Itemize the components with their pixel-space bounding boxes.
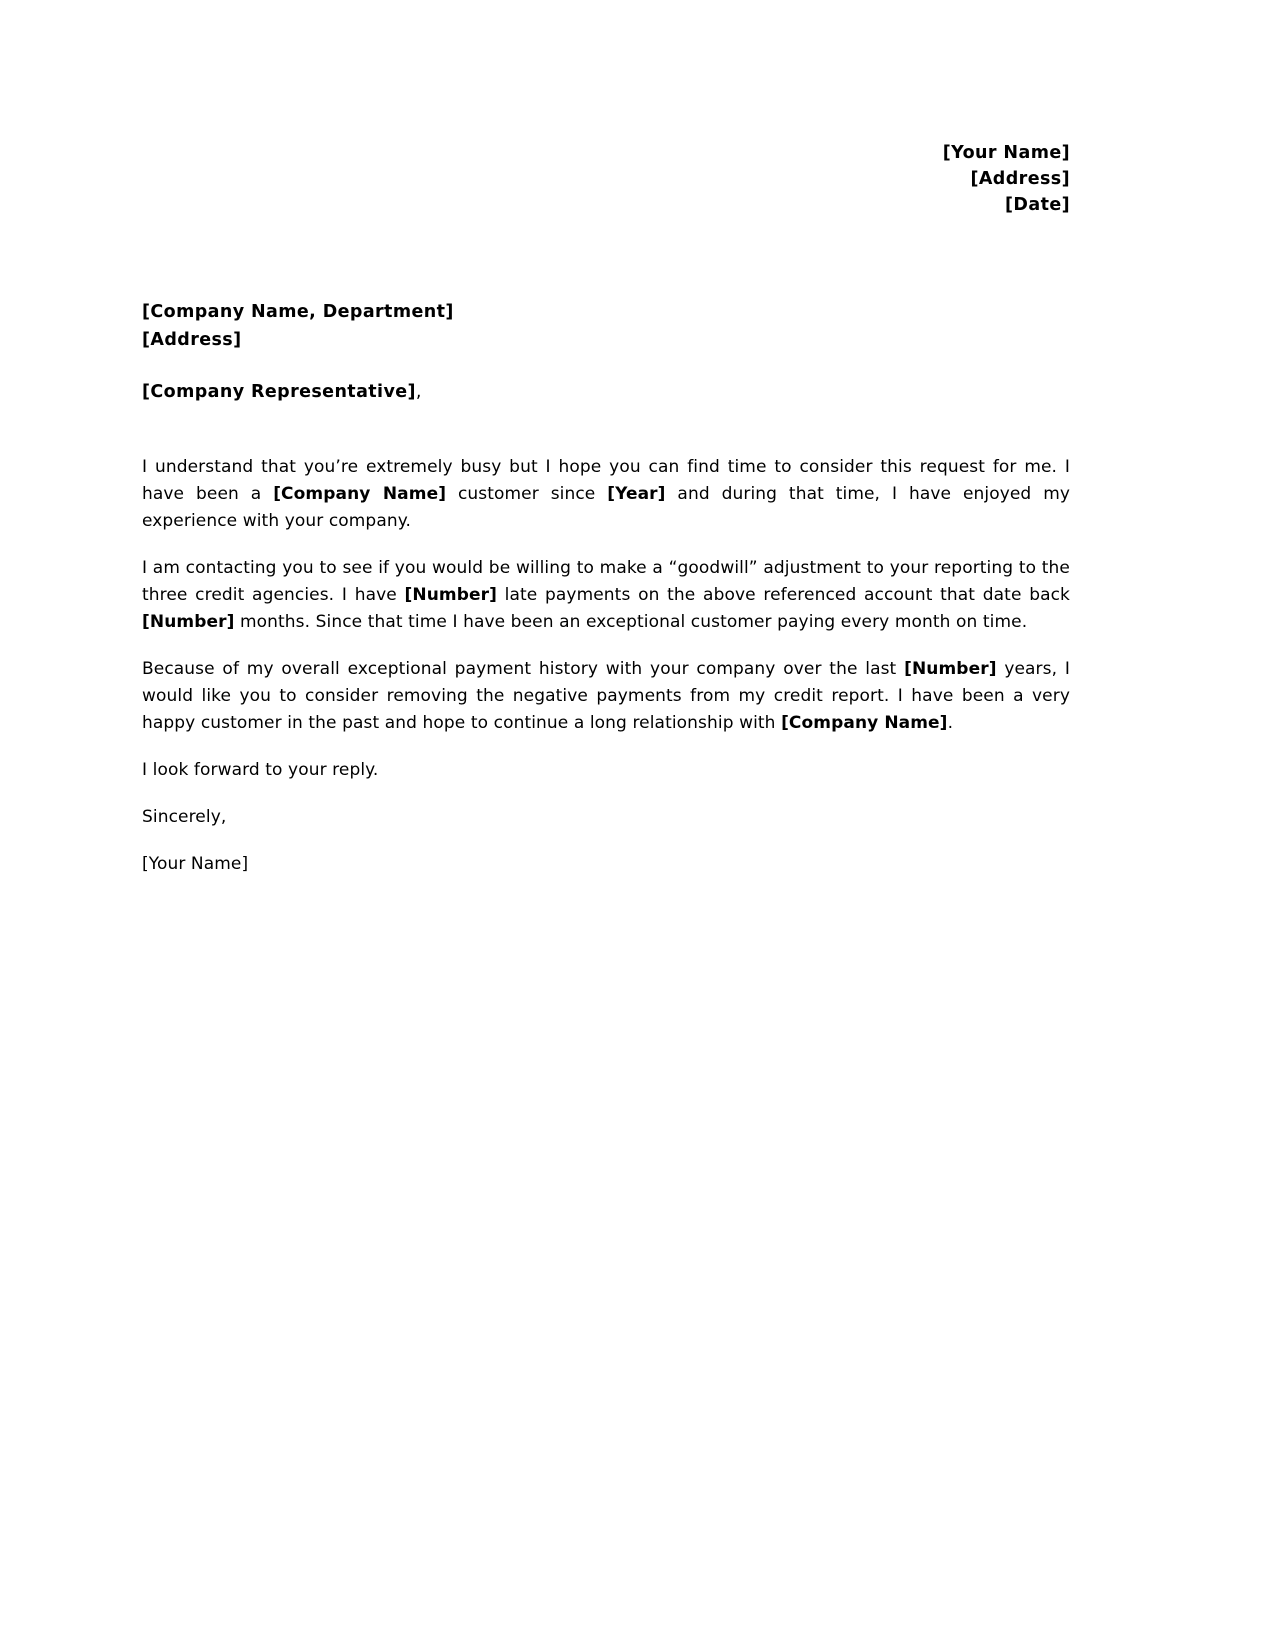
sender-address: [Address] [970, 169, 1070, 189]
salutation-punctuation: , [415, 382, 422, 402]
paragraph-2-bold-number-2: [Number] [142, 612, 235, 632]
paragraph-3-bold-company: [Company Name] [781, 713, 948, 733]
paragraph-1-bold-company: [Company Name] [273, 484, 447, 504]
closing-signature-name: [Your Name] [142, 854, 249, 874]
recipient-company-department: [Company Name, Department] [142, 302, 454, 322]
sender-block [142, 140, 1070, 218]
paragraph-2-part-2: late payments on the above referenced account that date back [496, 585, 1070, 605]
salutation-line [142, 382, 1070, 402]
paragraph-1 [142, 454, 1070, 535]
sender-date: [Date] [1005, 195, 1070, 215]
paragraph-1-bold-year: [Year] [607, 484, 666, 504]
recipient-block [142, 298, 1070, 354]
paragraph-2-part-3: months. Since that time I have been an exceptional customer paying every month on time. [234, 612, 1028, 632]
paragraph-1-part-1: I understand that you’re extremely busy but I hope you can find time to consider this request for me. I have been a [142, 457, 1070, 504]
paragraph-1-part-2: customer since [446, 484, 608, 504]
paragraph-3 [142, 656, 1070, 737]
closing-forward-line: I look forward to your reply. [142, 760, 379, 780]
closing-sincerely: Sincerely, [142, 807, 227, 827]
paragraph-2-bold-number-1: [Number] [404, 585, 497, 605]
sender-name: [Your Name] [942, 143, 1070, 163]
paragraph-2-part-1: I am contacting you to see if you would be willing to make a “goodwill” adjustment to your reporting to the three credit agencies. I have [142, 558, 1070, 605]
paragraph-3-part-3: . [947, 713, 954, 733]
letter-content [142, 140, 1070, 878]
paragraph-1-part-3: and during that time, I have enjoyed my experience with your company. [142, 484, 1071, 531]
paragraph-3-part-1: Because of my overall exceptional payment history with your company over the last [142, 659, 905, 679]
paragraph-3-bold-number: [Number] [904, 659, 997, 679]
paragraph-2 [142, 555, 1070, 636]
letter-body [142, 454, 1070, 878]
salutation-representative: [Company Representative] [142, 382, 416, 402]
recipient-address: [Address] [142, 330, 242, 350]
paragraph-3-part-2: years, I would like you to consider removing the negative payments from my credit report. I have been a very happy customer in the past and hope to continue a long relationship with [142, 659, 1070, 733]
